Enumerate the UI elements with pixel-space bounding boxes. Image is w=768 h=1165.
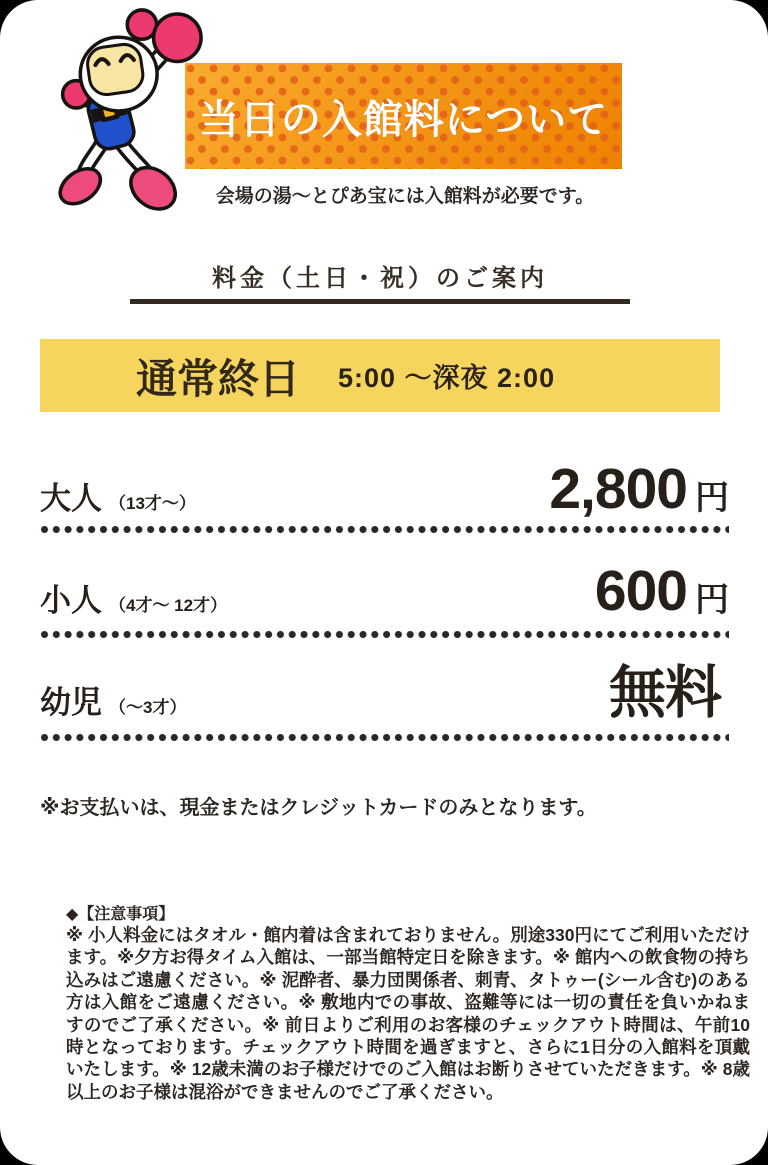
price-value: 2,800 (549, 457, 687, 521)
price-value: 600 (594, 559, 687, 623)
dotted-divider (40, 525, 729, 534)
dotted-divider (40, 630, 729, 639)
price-row-child (40, 552, 729, 623)
mascot-left-foot (54, 162, 107, 212)
header-caption: 会場の湯〜とぴあ宝には入館料が必要です。 (215, 186, 595, 207)
section-title-underline (130, 299, 630, 304)
price-age-range: （〜3才） (109, 698, 187, 717)
payment-note: ※お支払いは、現金またはクレジットカードのみとなります。 (40, 797, 597, 819)
price-category: 小人 (40, 583, 102, 618)
schedule-bar (40, 339, 720, 412)
notes-heading: ◆【注意事項】 (66, 906, 175, 923)
page-title: 当日の入館料について (198, 97, 609, 142)
price-category: 大人 (40, 481, 102, 516)
schedule-label: 通常終日 (136, 356, 300, 402)
price-age-range: （4才〜 12才） (109, 596, 228, 615)
price-row-infant (40, 654, 729, 725)
section-title: 料金（土日・祝）のご案内 (212, 265, 548, 292)
header-banner (185, 63, 622, 169)
price-value: 無料 (609, 661, 721, 725)
price-row-adult (40, 450, 729, 521)
price-category: 幼児 (40, 685, 102, 720)
dotted-divider (40, 733, 729, 742)
price-unit: 円 (695, 479, 729, 517)
price-unit: 円 (695, 581, 729, 619)
schedule-time: 5:00 〜深夜 2:00 (338, 363, 556, 393)
price-age-range: （13才〜） (109, 494, 196, 513)
notes-body: ※ 小人料金にはタオル・館内着は含まれておりません。別途330円にてご利用いただけます。※夕方お得タイム入館は、一部当館特定日を除きます。※ 館内への飲食物の持ち込みはご遠慮ください。※ 泥酔者、暴力団関係者、刺青、タトゥー(シール含む)のある方は入館をご遠慮ください。※ 敷地内での事故、盗難等には一切の責任を負いかねますのでご了承ください。※ 前日よりご利用のお客様のチェックアウト時間は、午前10時となっております。チェックアウト時間を過ぎますと、さらに1日分の入館料を頂戴いたします。※ 12歳未満のお子様だけでのご入館はお断りさせていただきます。※ 8歳以上のお子様は混浴ができませんのでご了承ください。 (66, 925, 750, 1102)
mascot-face (85, 42, 145, 96)
mascot-right-hand (154, 14, 201, 61)
